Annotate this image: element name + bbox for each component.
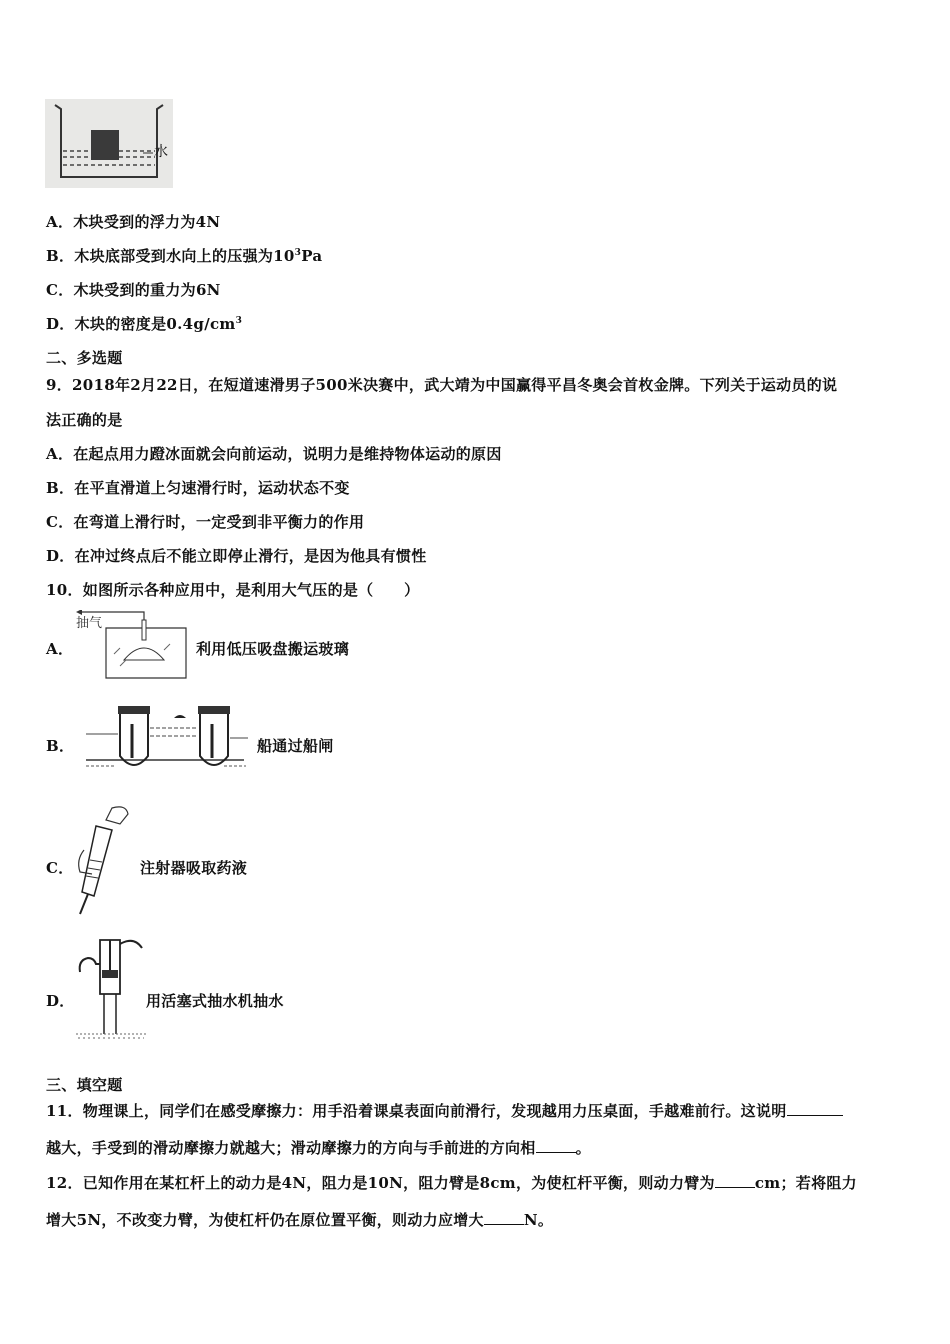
- q10-option-d-letter: D．: [46, 992, 75, 1010]
- q8-option-c: [46, 279, 221, 300]
- option-letter: C．: [46, 281, 74, 299]
- answer-blank[interactable]: [484, 1210, 524, 1225]
- pump-out-label: 抽气: [76, 616, 103, 631]
- answer-blank[interactable]: [715, 1173, 755, 1188]
- q12-text: 12．已知作用在某杠杆上的动力是4N，阻力是10N，阻力臂是8cm，为使杠杆平衡，则动力臂为: [46, 1174, 715, 1192]
- ship-lock-figure: [84, 700, 250, 778]
- q9-option-a: A．在起点用力蹬冰面就会向前运动，说明力是维持物体运动的原因: [46, 445, 502, 463]
- q10-option-b-text: 船通过船闸: [257, 737, 334, 755]
- q11-text: 11．物理课上，同学们在感受摩擦力：用手沿着课桌表面向前滑行，发现越用力压桌面，手越难前行。这说明: [46, 1102, 787, 1120]
- suction-cup-figure: [74, 610, 194, 682]
- option-letter: B．: [46, 247, 75, 265]
- exponent: 3: [235, 316, 243, 326]
- q12-text-end: N。: [523, 1211, 554, 1229]
- ship-lock-drawing: [84, 700, 250, 778]
- option-text: 木块受到的浮力为4N: [73, 213, 221, 231]
- water-label: 水: [154, 144, 168, 160]
- q10-option-c-letter: C．: [46, 859, 74, 877]
- option-unit: Pa: [301, 247, 323, 265]
- q10-option-a-letter: A．: [46, 640, 74, 658]
- beaker-figure: [45, 99, 173, 188]
- q11-line2: [46, 1137, 591, 1158]
- q9-stem-line1: 9．2018年2月22日，在短道速滑男子500米决赛中，武大靖为中国赢得平昌冬奥会首枚金牌。下列关于运动员的说: [46, 376, 838, 394]
- q9-stem-line2: 法正确的是: [46, 411, 123, 429]
- option-text: 木块底部受到水向上的压强为10: [74, 247, 295, 265]
- q10-option-d-text: 用活塞式抽水机抽水: [146, 992, 284, 1010]
- q9-option-d: D．在冲过终点后不能立即停止滑行，是因为他具有惯性: [46, 547, 427, 565]
- pump-drawing: [74, 932, 150, 1042]
- q11-text: 越大，手受到的滑动摩擦力就越大；滑动摩擦力的方向与手前进的方向相: [46, 1139, 536, 1157]
- q9-option-b: B．在平直滑道上匀速滑行时，运动状态不变: [46, 479, 350, 497]
- q10-stem: 10．如图所示各种应用中，是利用大气压的是（ ）: [46, 581, 420, 599]
- exponent: 3: [294, 248, 302, 258]
- q10-option-b-letter: B．: [46, 737, 75, 755]
- option-text: 木块受到的重力为6N: [73, 281, 221, 299]
- syringe-figure: [68, 800, 134, 918]
- q12-text: 增大5N，不改变力臂，为使杠杆仍在原位置平衡，则动力应增大: [46, 1211, 484, 1229]
- option-letter: D．: [46, 315, 75, 333]
- section-heading-multi-choice: 二、多选题: [46, 349, 123, 367]
- q11-text-end: 。: [575, 1139, 591, 1157]
- q10-option-a-text: 利用低压吸盘搬运玻璃: [196, 640, 350, 658]
- q8-option-a: [46, 211, 220, 232]
- pump-figure: [74, 932, 150, 1042]
- q8-option-d: [46, 313, 242, 334]
- q11-line1: [46, 1100, 843, 1121]
- section-heading-fill-blank: 三、填空题: [46, 1076, 123, 1094]
- q10-option-c-text: 注射器吸取药液: [140, 859, 248, 877]
- q8-option-b: [46, 245, 322, 266]
- syringe-drawing: [68, 800, 134, 918]
- q12-line2: [46, 1209, 553, 1230]
- q12-line1: [46, 1172, 857, 1193]
- answer-blank[interactable]: [536, 1138, 576, 1153]
- option-letter: A．: [46, 213, 74, 231]
- q9-option-c: C．在弯道上滑行时，一定受到非平衡力的作用: [46, 513, 365, 531]
- answer-blank[interactable]: [787, 1101, 843, 1116]
- q12-text-mid: cm；若将阻力: [754, 1174, 857, 1192]
- option-text: 木块的密度是0.4g/cm: [74, 315, 236, 333]
